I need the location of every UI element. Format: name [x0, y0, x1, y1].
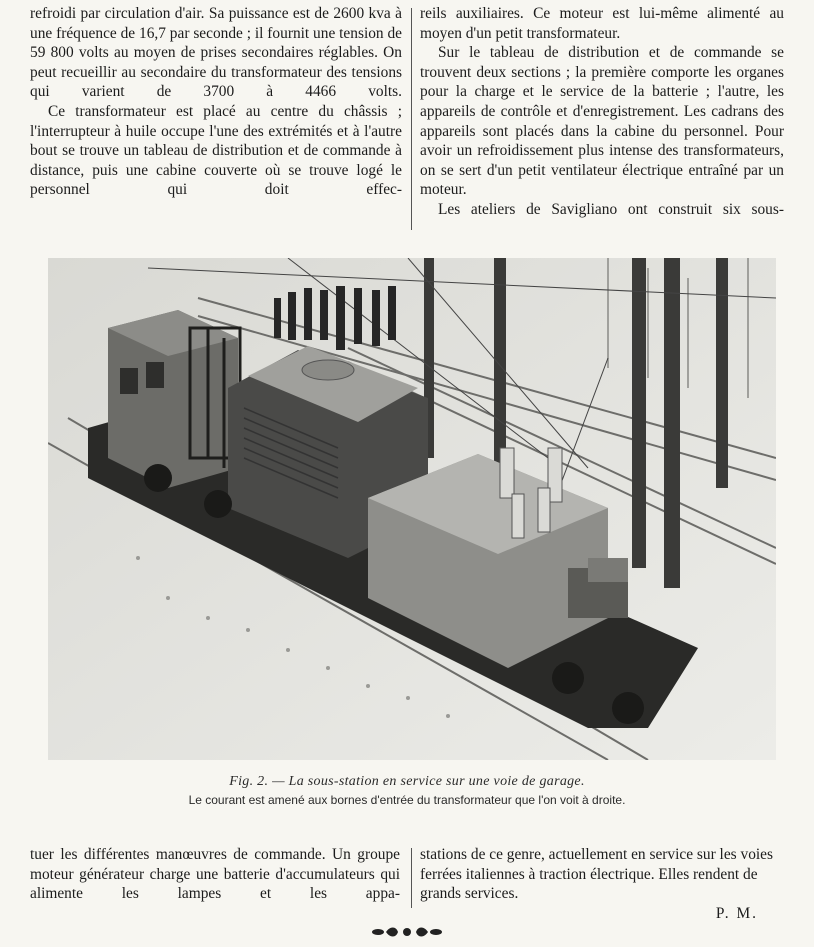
- column-divider-top: [411, 8, 412, 230]
- column-bottom-right: [420, 845, 786, 923]
- closing-block: [420, 845, 786, 904]
- column-top-right: [420, 4, 784, 220]
- paragraph-distribution-board: Sur le tableau de distribution et de commande se trouvent deux sections ; la première comporte les organes pour la charge et le service de la batterie ; l'autre, les appareils de contrôle et d'enregistrement. Les cadrans des appareils sont placés dans la cabine du personnel. Pour avoir un refroidissement plus intense des transformateurs, on se sert d'un petit ventilateur électrique entraîné par un moteur.: [420, 44, 784, 199]
- figure-title: Fig. 2. — La sous-station en service sur une voie de garage.: [229, 774, 585, 789]
- paragraph-savigliano: Les ateliers de Savigliano ont construit six sous-: [438, 200, 784, 218]
- figure-subtitle: Le courant est amené aux bornes d'entrée du transformateur que l'on voit à droite.: [188, 793, 626, 807]
- column-divider-bottom: [411, 848, 412, 908]
- figure-caption: [30, 774, 784, 807]
- paragraph-auxiliary-motor: reils auxiliaires. Ce moteur est lui-même alimenté au moyen d'un petit transformateur.: [420, 5, 784, 42]
- paragraph-transformer-placement: Ce transformateur est placé au centre du châssis ; l'interrupteur à huile occupe l'une des extrémités et à l'autre bout se trouve un tableau de distribution et de commande à distance, puis une cabine couverte où se trouve logé le personnel qui doit effec-: [30, 102, 402, 199]
- paragraph-closing: stations de ce genre, actuellement en service sur les voies ferrées italiennes à traction électrique. Elles rendent de grands services.: [420, 846, 773, 903]
- paragraph-transformer-power: refroidi par circulation d'air. Sa puissance est de 2600 kva à une fréquence de 16,7 par seconde ; il fournit une tension de 59 800 volts au moyen de prises secondaires réglables. On peut recueillir au secondaire du transformateur des tensions qui varient de 3700 à 4466 volts.: [30, 5, 402, 101]
- column-top-left: [30, 4, 402, 200]
- signature-row: [420, 904, 786, 924]
- paragraph-commands: tuer les différentes manœuvres de commande. Un groupe moteur générateur charge une batterie d'accumulateurs qui alimente les lampes et les appa-: [30, 846, 400, 903]
- substation-photograph: [48, 258, 776, 760]
- author-signature: P. M.: [715, 904, 758, 922]
- end-ornament-icon: [370, 925, 444, 939]
- column-bottom-left: [30, 845, 400, 904]
